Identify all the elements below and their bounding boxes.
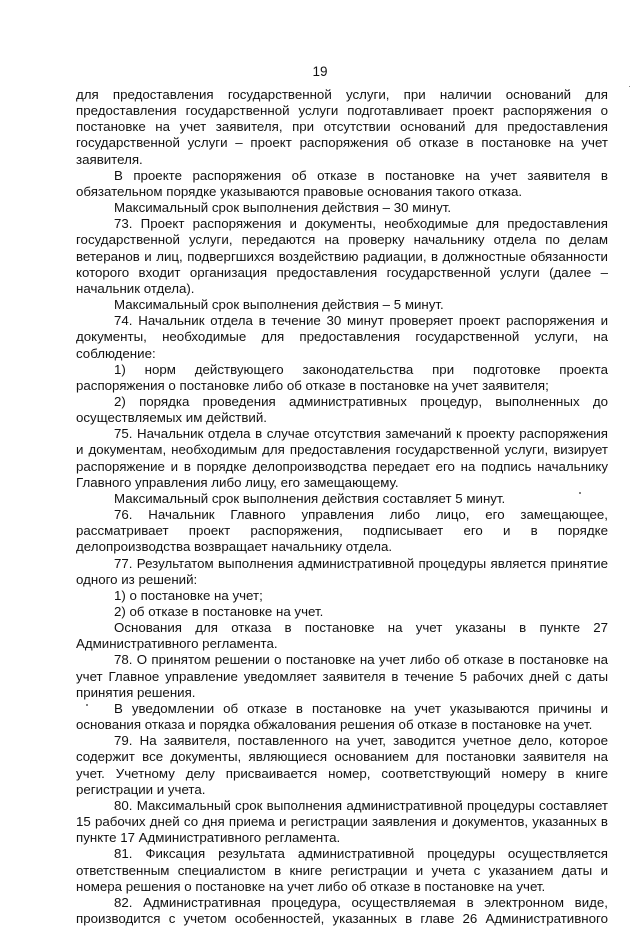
paragraph-continuation: для предоставления государственной услуги, при наличии оснований для предоставления государственной услуги подготавливает проект распоряжения о постановке на учет заявителя, при отсутствии оснований для предоставления государственной услуги – проект распоряжения об отказе в постановке на учет заявителя. <box>76 87 608 167</box>
scan-speck <box>629 86 630 87</box>
paragraph-82: 82. Административная процедура, осуществляемая в электронном виде, производится с учетом особенностей, указанных в главе 26 Административного <box>76 894 608 926</box>
paragraph-deadline-5-min: Максимальный срок выполнения действия составляет 5 минут. <box>114 490 506 506</box>
paragraph-77: 77. Результатом выполнения административной процедуры является принятие одного из решений: <box>76 555 608 587</box>
paragraph-80: 80. Максимальный срок выполнения административной процедуры составляет 15 рабочих дней со дня приема и регистрации заявления и документов, указанных в пункте 17 Административного регламента. <box>76 797 608 846</box>
paragraph-77-item-1: 1) о постановке на учет; <box>114 587 263 603</box>
paragraph-74: 74. Начальник отдела в течение 30 минут проверяет проект распоряжения и документы, необходимые для предоставления государственной услуги, на соблюдение: <box>76 313 608 361</box>
paragraph-74-item-1: 1) норм действующего законодательства при подготовке проекта распоряжения о постановке либо об отказе в постановке на учет заявителя; <box>76 361 608 393</box>
scan-speck <box>579 492 581 494</box>
paragraph-77-item-2: 2) об отказе в постановке на учет. <box>114 604 324 619</box>
paragraph-deadline-5: Максимальный срок выполнения действия – 5 минут. <box>114 297 444 313</box>
paragraph-81: 81. Фиксация результата административной процедуры осуществляется ответственным специалистом в книге регистрации и учета с указанием даты и номера решения о постановке на учет либо об отказе в постановке на учет. <box>76 846 608 894</box>
paragraph-deadline-30: Максимальный срок выполнения действия – 30 минут. <box>114 200 452 216</box>
paragraph-79: 79. На заявителя, поставленного на учет, заводится учетное дело, которое содержит все документы, являющиеся основанием для постановки заявителя на учет. Учетному делу присваивается номер, соответствующий номеру в книге регистрации и учета. <box>76 733 608 797</box>
paragraph-refusal-grounds: В проекте распоряжения об отказе в постановке на учет заявителя в обязательном порядке указываются правовые основания такого отказа. <box>76 167 608 199</box>
paragraph-refusal-basis: Основания для отказа в постановке на учет указаны в пункте 27 Административного регламента. <box>76 620 608 652</box>
document-body <box>76 87 608 927</box>
paragraph-78: 78. О принятом решении о постановке на учет либо об отказе в постановке на учет Главное управление уведомляет заявителя в течение 5 рабочих дней с даты принятия решения. <box>76 652 608 700</box>
paragraph-76: 76. Начальник Главного управления либо лицо, его замещающее, рассматривает проект распоряжения, подписывает его и в порядке делопроизводства возвращает начальнику отдела. <box>76 507 608 555</box>
scan-speck <box>86 704 88 706</box>
page-number: 19 <box>312 64 328 79</box>
paragraph-74-item-2: 2) порядка проведения административных процедур, выполненных до осуществляемых им действий. <box>76 393 608 426</box>
paragraph-75: 75. Начальник отдела в случае отсутствия замечаний к проекту распоряжения и документам, необходимым для предоставления государственной услуги, визирует распоряжение и в порядке делопроизводства передает его на подпись начальнику Главного управления либо лицу, его замещающему. <box>76 426 608 490</box>
paragraph-notice: В уведомлении об отказе в постановке на учет указываются причины и основания отказа и порядка обжалования решения об отказе в постановке на учет. <box>76 700 608 733</box>
paragraph-73: 73. Проект распоряжения и документы, необходимые для предоставления государственной услуги, передаются на проверку начальнику отдела по делам ветеранов и лиц, подвергшихся воздействию радиации, в должностные обязанности которого входит организация предоставления государственной услуги (далее – начальник отдела). <box>76 216 608 296</box>
